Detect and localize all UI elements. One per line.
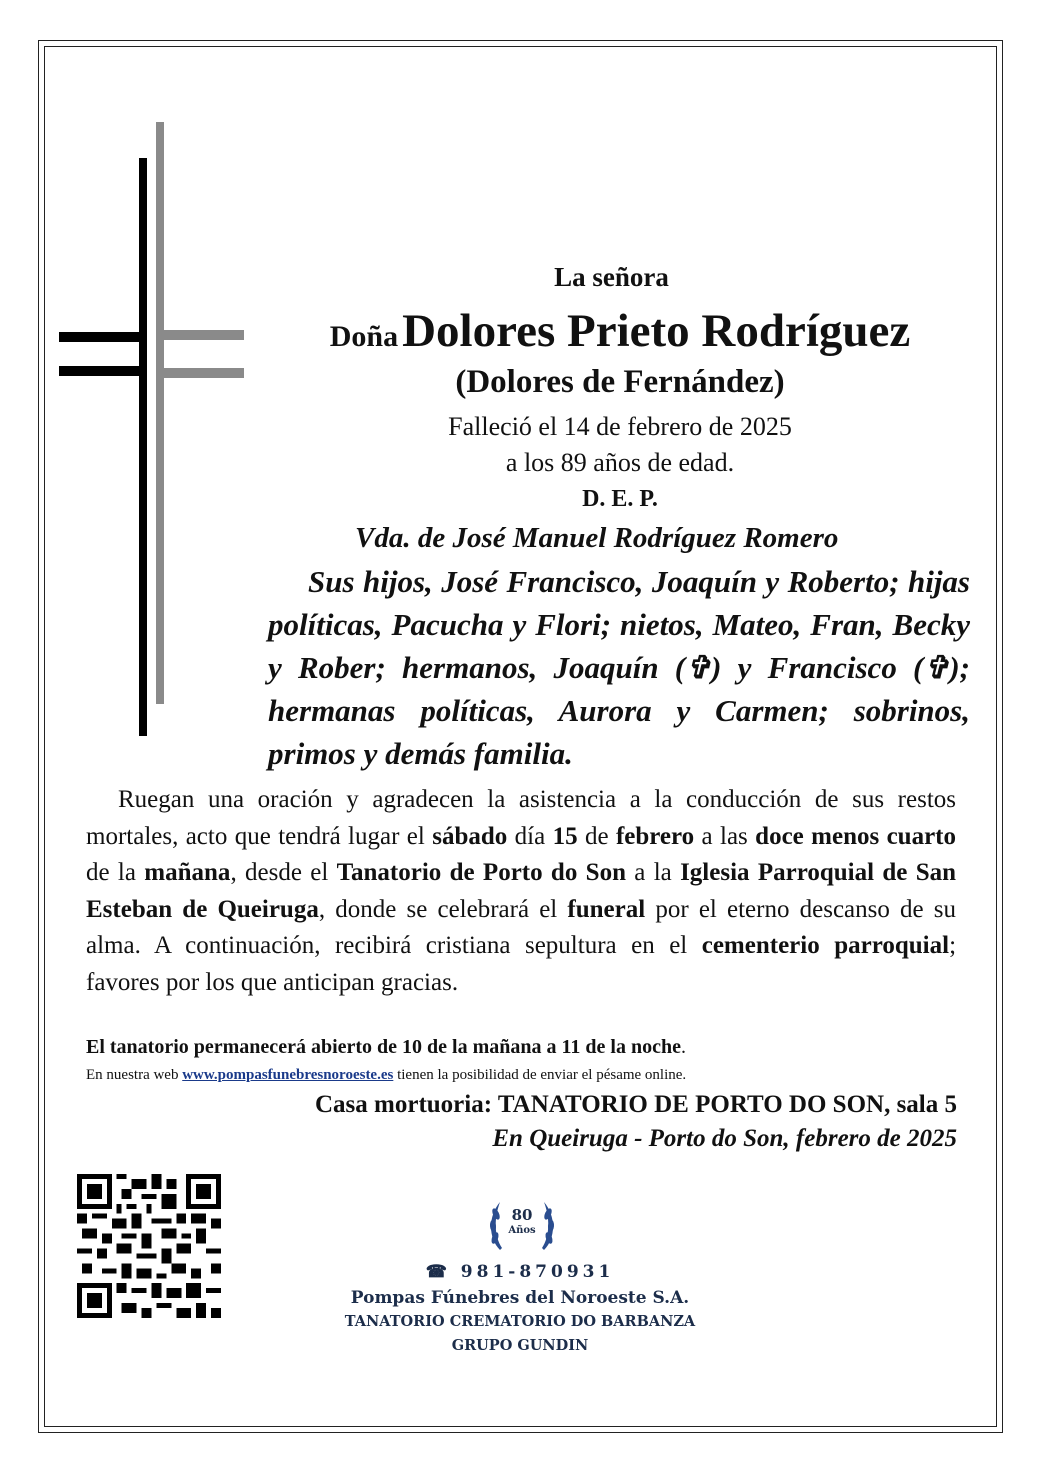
deceased-name: Dolores Prieto Rodríguez xyxy=(402,305,911,357)
deceased-name-line xyxy=(270,304,970,358)
group-name: GRUPO GUNDIN xyxy=(451,1337,589,1354)
widow-of: Vda. de José Manuel Rodríguez Romero xyxy=(355,522,839,554)
funeral-home: Casa mortuoria: TANATORIO DE PORTO DO SON, sala 5 xyxy=(315,1091,957,1118)
rip-text: D. E. P. xyxy=(582,486,658,512)
company-name: Pompas Fúnebres del Noroeste S.A. xyxy=(350,1288,690,1308)
phone-line xyxy=(240,1262,800,1282)
website-link[interactable]: www.pompasfunebresnoroeste.es xyxy=(182,1067,394,1083)
telephone-icon: ☎ xyxy=(425,1262,451,1282)
age-at-death: a los 89 años de edad. xyxy=(505,448,735,477)
place-date: En Queiruga - Porto do Son, febrero de 2025 xyxy=(492,1125,957,1152)
death-date: Falleció el 14 de febrero de 2025 xyxy=(448,412,792,441)
crematorium-name: TANATORIO CREMATORIO DO BARBANZA xyxy=(344,1313,696,1330)
name-prefix: Doña xyxy=(329,320,399,353)
qr-code[interactable] xyxy=(77,1174,221,1318)
badge-text: Años xyxy=(508,1225,536,1236)
web-condolence-note: En nuestra web www.pompasfunebresnoroeste.es tienen la posibilidad de enviar el pésame online. xyxy=(86,1067,687,1083)
opening-hours: El tanatorio permanecerá abierto de 10 de la mañana a 11 de la noche. xyxy=(86,1036,686,1058)
badge-number: 80 xyxy=(511,1206,533,1224)
intro-text: La señora xyxy=(554,262,669,292)
cross-icon xyxy=(56,120,246,740)
deceased-alias: (Dolores de Fernández) xyxy=(455,364,785,400)
anniversary-badge-icon xyxy=(486,1194,558,1258)
service-paragraph: Ruegan una oración y agradecen la asistencia a la conducción de sus restos mortales, acto que tendrá lugar el sábado día 15 de febrero a las doce menos cuarto de la mañana, desde el Tanatorio de Porto do Son a la Iglesia Parroquial de San Esteban de Queiruga, donde se celebrará el funeral por el eterno descanso de su alma. A continuación, recibirá cristiana sepultura en el cementerio parroquial; favores por los que anticipan gracias. xyxy=(86,786,957,996)
family-list: Sus hijos, José Francisco, Joaquín y Roberto; hijas políticas, Pacucha y Flori; nietos, Mateo, Fran, Becky y Rober; hermanos, Joaquín (✞) y Francisco (✞); hermanas políticas, Aurora y Carmen; sobrinos, primos y demás familia. xyxy=(268,564,970,771)
phone-number: 981-870931 xyxy=(460,1262,615,1282)
